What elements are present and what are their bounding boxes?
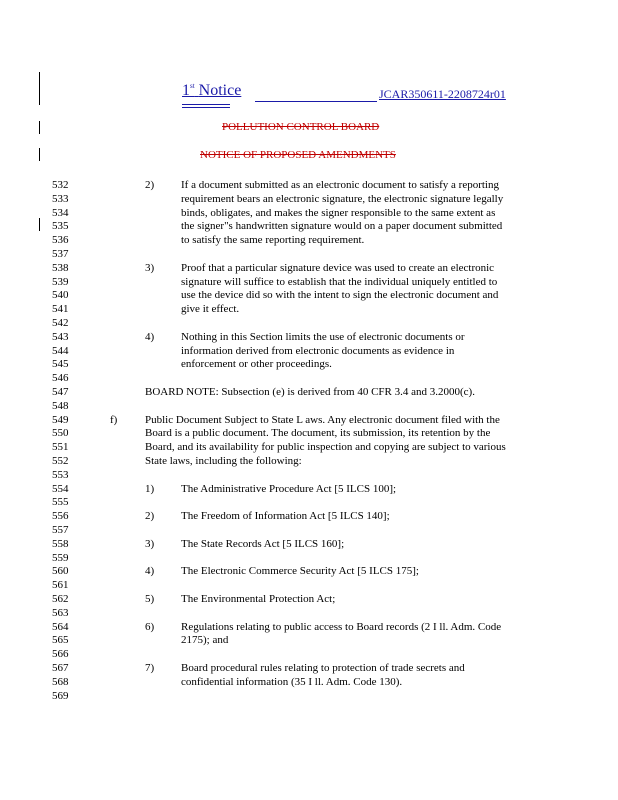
line-number: 566 [52,648,69,661]
notice-underline [255,101,377,102]
item-marker: 6) [145,620,155,633]
item-marker: 1) [145,482,155,495]
body-text-line: Board is a public document. The document, its submission, its retention by the [145,427,491,440]
item-marker: 4) [145,565,155,578]
line-number: 547 [52,386,69,398]
line-number: 554 [52,482,69,495]
line-number: 538 [52,261,69,274]
line-number: 567 [52,662,69,674]
item-marker: 2) [145,179,155,191]
line-number: 562 [52,593,69,605]
body-text-line: State laws, including the following: [145,455,302,467]
notice-word: Notice [198,82,242,99]
body-text-line: confidential information (35 I ll. Adm. Code 130). [181,675,403,688]
line-number: 563 [52,606,69,619]
line-number: 561 [52,579,69,592]
double-underline-1 [182,104,230,105]
line-number: 553 [52,468,69,481]
line-number: 551 [52,441,69,454]
body-text-line: The Freedom of Information Act [5 ILCS 140]; [181,510,390,523]
line-number: 564 [52,620,69,633]
item-marker: 2) [145,510,155,523]
body-text-line: Nothing in this Section limits the use of electronic documents or [181,330,465,343]
notice-number: 1 [182,82,190,99]
line-number: 534 [52,206,69,219]
body-text-line: The Administrative Procedure Act [5 ILCS 100]; [181,482,397,495]
line-number: 565 [52,634,69,647]
body-text-line: Public Document Subject to State L aws. Any electronic document filed with the [145,413,500,426]
line-number: 535 [52,220,69,233]
body-text-line: use the device did so with the intent to sign the electronic document and [181,289,499,302]
body-text-line: requirement bears an electronic signature, the electronic signature legally [181,192,504,205]
change-bar-line-535 [39,218,40,231]
body-text-line: 2175); and [181,634,229,647]
body-text-line: If a document submitted as an electronic document to satisfy a reporting [181,179,499,191]
line-number: 558 [52,537,69,550]
change-bar-top [39,72,40,105]
line-number: 555 [52,496,69,509]
line-number: 543 [52,330,69,343]
line-number: 537 [52,248,69,260]
body-text-line: Board procedural rules relating to protection of trade secrets and [181,662,465,674]
body-text-line: information derived from electronic documents as evidence in [181,344,455,357]
item-marker: 4) [145,330,155,343]
notice-subtitle: NOTICE OF PROPOSED AMENDMENTS [200,149,396,161]
body-text-line: binds, obligates, and makes the signer responsible to the same extent as [181,206,496,219]
jcar-code: JCAR350611-2208724r01 [379,87,506,101]
body-text-line: signature will suffice to establish that the individual uniquely entitled to [181,275,498,288]
body-text-line: Regulations relating to public access to Board records (2 I ll. Adm. Code [181,620,502,633]
notice-label [182,82,241,100]
line-number: 552 [52,455,69,467]
line-number: 556 [52,510,69,523]
body-text-line: enforcement or other proceedings. [181,358,332,371]
line-number: 539 [52,275,69,288]
item-marker: 5) [145,593,155,605]
line-number: 549 [52,413,69,426]
line-number: 532 [52,179,69,191]
line-number: 541 [52,303,69,316]
line-number: 548 [52,399,69,412]
line-number: 544 [52,344,69,357]
body-text-line: Proof that a particular signature device was used to create an electronic [181,261,495,274]
item-marker: 7) [145,662,155,674]
body-text-line: to satisfy the same reporting requirement. [181,234,365,247]
line-number: 540 [52,289,69,302]
line-number: 568 [52,675,69,688]
line-number: 542 [52,317,69,329]
item-marker: f) [110,413,118,426]
line-number: 545 [52,358,69,371]
item-marker: 3) [145,261,155,274]
body-text-line: BOARD NOTE: Subsection (e) is derived from 40 CFR 3.4 and 3.2000(c). [145,386,475,398]
line-number: 550 [52,427,69,440]
change-bar-board [39,121,40,134]
change-bar-subtitle [39,148,40,161]
line-number: 569 [52,689,69,702]
double-underline-2 [182,107,230,108]
body-text-line: give it effect. [181,303,240,316]
body-text-line: the signer"s handwritten signature would on a paper document submitted [181,220,503,233]
body-text-line: The Electronic Commerce Security Act [5 ILCS 175]; [181,565,419,578]
line-number: 557 [52,524,69,536]
board-title: POLLUTION CONTROL BOARD [222,121,380,133]
line-number: 560 [52,565,69,578]
line-number: 546 [52,372,69,385]
body-text-line: The Environmental Protection Act; [181,593,336,605]
body-text-line: The State Records Act [5 ILCS 160]; [181,537,345,550]
line-number: 533 [52,192,69,205]
line-number: 536 [52,234,69,247]
line-number: 559 [52,551,69,564]
notice-superscript: st [190,82,195,90]
item-marker: 3) [145,537,155,550]
body-text-line: Board, and its availability for public inspection and copying are subject to various [145,441,506,454]
